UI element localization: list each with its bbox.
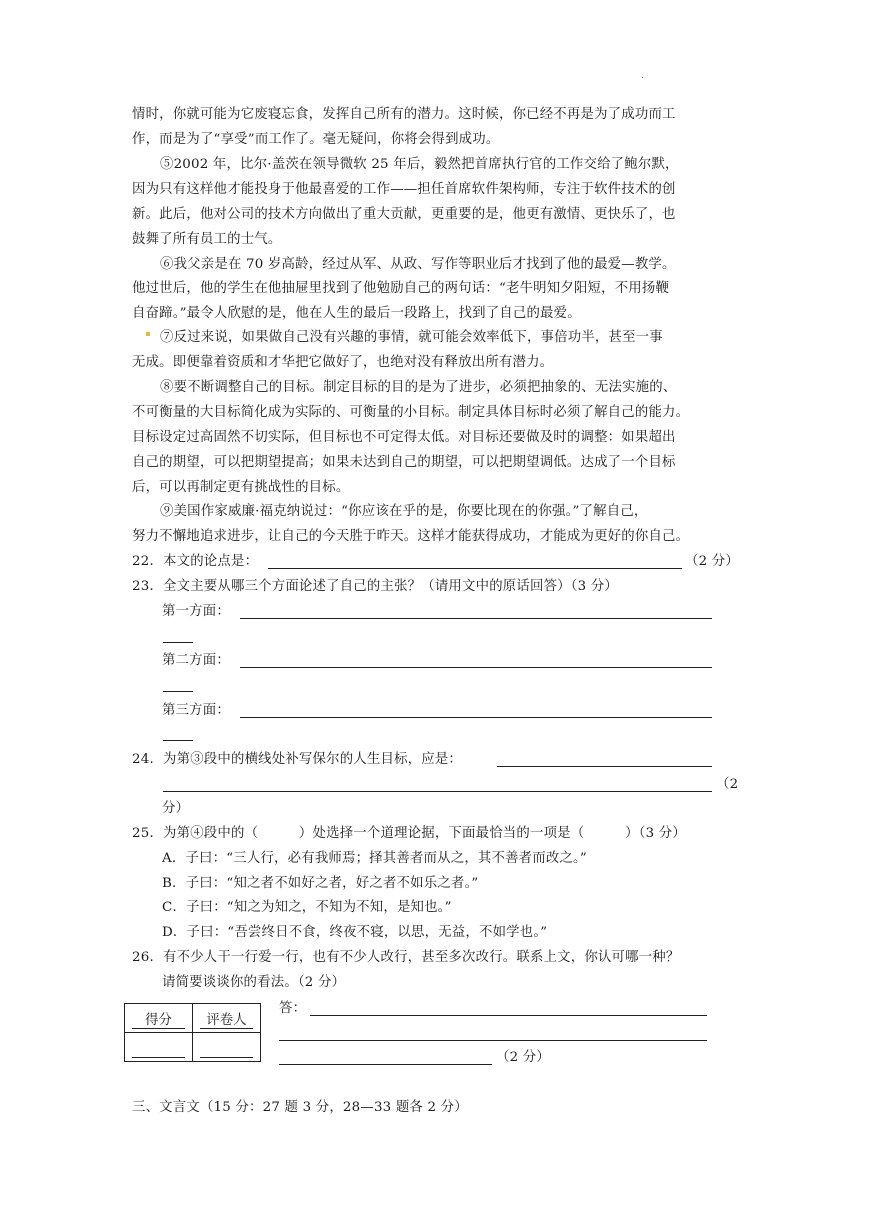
question-22: 22．本文的论点是： [132,554,259,569]
q23-aspect-1-line[interactable] [240,618,712,619]
passage-line: 自己的期望，可以把期望提高；如果未达到自己的期望，可以把期望调低。达成了一个目标 [132,455,676,470]
q25-option-c: C．子曰：“知之为知之，不知为不知，是知也。” [162,900,452,915]
question-26-line-2: 请简要谈谈你的看法。（2 分） [162,975,346,990]
q23-aspect-3-label: 第三方面： [162,703,230,718]
passage-line: 不可衡量的大目标简化成为实际的、可衡量的小目标。制定具体目标时必须了解自己的能力。 [132,405,690,420]
highlight-mark [146,332,150,336]
passage-line: 他过世后，他的学生在他抽屉里找到了他勉励自己的两句话：“老牛明知夕阳短，不用扬鞭 [132,281,670,296]
q23-aspect-1-label: 第一方面： [162,604,230,619]
q23-aspect-2-line-end[interactable] [163,691,193,692]
q25-option-b: B．子曰：“知之者不如好之者，好之者不如乐之者。” [162,876,479,891]
passage-line: ⑧要不断调整自己的目标。制定目标的目的是为了进步，必须把抽象的、无法实施的、 [160,380,677,395]
passage-line: ⑥我父亲是在 70 岁高龄，经过从军、从政、写作等职业后才找到了他的最爱—教学。 [160,257,676,272]
passage-line: ⑤2002 年，比尔·盖茨在领导微软 25 年后，毅然把首席执行官的工作交给了鲍尔默， [160,157,679,172]
q25-option-a: A．子曰：“三人行，必有我师焉；择其善者而从之，其不善者而改之。” [162,851,587,866]
question-25: 25．为第④段中的（ ）处选择一个道理论据，下面最恰当的一项是（ ）（3 分） [132,826,686,841]
passage-line: 目标设定过高固然不切实际，但目标也不可定得太低。对目标还要做及时的调整：如果超出 [132,430,676,445]
q22-score: （2 分） [685,554,739,569]
q24-answer-line-1[interactable] [497,766,712,767]
passage-line: 作，而是为了“享受”而工作了。毫无疑问，你将会得到成功。 [132,132,500,147]
q25-option-d: D．子曰：“吾尝终日不食，终夜不寝，以思，无益，不如学也。” [162,925,548,940]
score-cell[interactable] [125,1033,193,1062]
q26-answer-label: 答： [279,1001,307,1016]
q26-answer-line-1[interactable] [310,1015,707,1016]
grader-header: 评卷人 [193,1004,261,1033]
passage-line: ⑨美国作家威廉·福克纳说过：“你应该在乎的是，你要比现在的你强。”了解自己， [160,504,648,519]
passage-line: ⑦反过来说，如果做自己没有兴趣的事情，就可能会效率低下，事倍功半，甚至一事 [160,330,663,345]
q24-answer-line-2[interactable] [163,791,712,792]
page-dot: . [641,70,645,81]
score-header: 得分 [125,1004,193,1033]
passage-line: 新。此后，他对公司的技术方向做出了重大贡献，更重要的是，他更有激情、更快乐了，也 [132,207,676,222]
q26-answer-line-3[interactable] [279,1064,492,1065]
q23-aspect-2-line[interactable] [240,667,712,668]
passage-line: 后，可以再制定更有挑战性的目标。 [132,480,350,495]
question-23: 23．全文主要从哪三个方面论述了自己的主张？（请用文中的原话回答）（3 分） [132,579,618,594]
passage-line: 因为只有这样他才能投身于他最喜爱的工作——担任首席软件架构师，专注于软件技术的创 [132,182,676,197]
q23-aspect-3-line-end[interactable] [163,740,193,741]
score-table [124,1003,261,1062]
passage-line: 努力不懈地追求进步，让自己的今天胜于昨天。这样才能获得成功，才能成为更好的你自己。 [132,529,690,544]
q22-answer-line[interactable] [268,568,682,569]
passage-line: 鼓舞了所有员工的士气。 [132,232,282,247]
q26-answer-line-2[interactable] [279,1040,707,1041]
q24-score-a: （2 [716,777,739,792]
q26-score: （2 分） [496,1050,550,1065]
question-26: 26．有不少人干一行爱一行，也有不少人改行，甚至多次改行。联系上文，你认可哪一种？ [132,950,680,965]
section-3-heading: 三、文言文（15 分：27 题 3 分，28—33 题各 2 分） [132,1100,468,1115]
grader-cell[interactable] [193,1033,261,1062]
q24-score-b: 分） [162,801,190,816]
q23-aspect-1-line-end[interactable] [163,642,193,643]
passage-line: 情时，你就可能为它废寝忘食，发挥自己所有的潜力。这时候，你已经不再是为了成功而工 [132,107,676,122]
passage-line: 自奋蹄。”最令人欣慰的是，他在人生的最后一段路上，找到了自己的最爱。 [132,306,581,321]
question-24: 24．为第③段中的横线处补写保尔的人生目标，应是： [132,752,463,767]
passage-line: 无成。即便靠着资质和才华把它做好了，也绝对没有释放出所有潜力。 [132,355,554,370]
q23-aspect-2-label: 第二方面： [162,653,230,668]
q23-aspect-3-line[interactable] [240,717,712,718]
